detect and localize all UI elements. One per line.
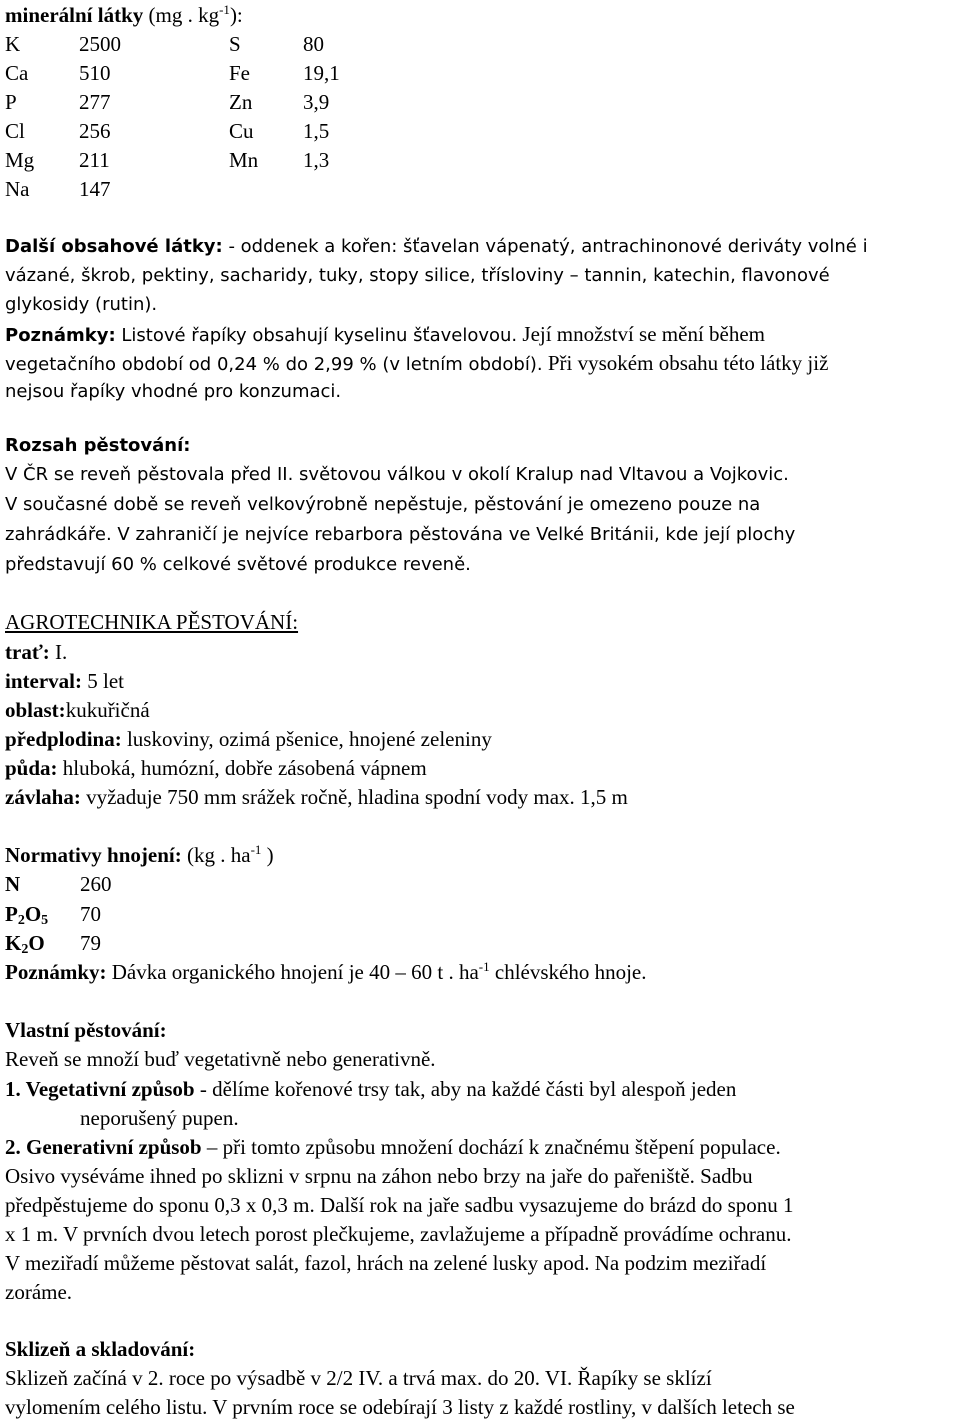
own-veg [5,1076,736,1104]
notes1-text: Listové řapíky obsahují kyselinu šťavelovou. [115,325,518,346]
mineral-el: K [5,32,21,56]
agro-predplodina-label: předplodina: [5,727,122,751]
mineral-val: 19,1 [303,61,340,85]
range-line-2: V současné době se reveň velkovýrobně nepěstuje, pěstování je omezeno pouze na [5,494,761,515]
minerals-heading-post: ): [229,3,243,27]
other-line-1 [5,234,868,262]
agro-zavlaha-value: vyžaduje 750 mm srážek ročně, hladina spodní vody max. 1,5 m [80,785,628,809]
fert-p-element: P [5,902,18,926]
own-p5: zoráme. [5,1280,73,1304]
notes1-text: Při vysokém obsahu této látky již [542,351,829,375]
fert-p-sub: 5 [41,913,49,928]
fert-note-post: chlévského hnoje. [489,960,647,984]
fert-note-sup: -1 [478,959,490,974]
fert-p-value: 70 [80,902,101,926]
mineral-val: 2500 [79,32,121,56]
agro-oblast-value: kukuřičná [65,698,150,722]
agro-oblast [5,697,150,725]
mineral-el: P [5,90,17,114]
own-veg-text: - dělíme kořenové trsy tak, aby na každé části byl alespoň jeden [194,1077,737,1101]
mineral-el: Mg [5,148,35,172]
own-veg-label: 1. Vegetativní způsob [5,1077,195,1101]
mineral-val: 1,3 [303,148,330,172]
harvest-line-2: vylomením celého listu. V prvním roce se odebírají 3 listy z každé rostliny, v dalších letech se [5,1395,795,1419]
agro-interval-value: 5 let [81,669,124,693]
fert-heading [5,842,274,870]
mineral-val: 510 [79,61,111,85]
agro-trat [5,639,67,667]
range-line-3: zahrádkáře. V zahraničí je nejvíce rebarbora pěstována ve Velké Británii, kde její plochy [5,524,796,545]
mineral-el: S [229,32,241,56]
other-label: Další obsahové látky: [5,236,223,257]
mineral-val: 256 [79,119,111,143]
fert-n-label: N [5,872,21,896]
fert-note-text: Dávka organického hnojení je 40 – 60 t . ha [106,960,479,984]
notes1-text: vegetačního období od 0,24 % do 2,99 % (v letním období). [5,354,543,375]
harvest-label: Sklizeň a skladování: [5,1337,196,1361]
agro-puda-label: půda: [5,756,58,780]
fert-k-value: 79 [80,931,101,955]
fert-unit-post: ) [261,843,274,867]
agro-oblast-label: oblast: [5,698,66,722]
harvest-line-1: Sklizeň začíná v 2. roce po výsadbě v 2/2 IV. a trvá max. do 20. VI. Řapíky se sklízí [5,1366,712,1390]
other-text: - oddenek a kořen: šťavelan vápenatý, antrachinonové deriváty volné i [222,236,868,257]
minerals-heading-sup: -1 [219,2,230,17]
range-label: Rozsah pěstování: [5,435,191,456]
minerals-heading-label: minerální látky [5,3,144,27]
fert-label: Normativy hnojení: [5,843,182,867]
notes1-line-1 [5,321,765,349]
agro-zavlaha [5,784,628,812]
mineral-val: 80 [303,32,324,56]
other-line-2: vázané, škrob, pektiny, sacharidy, tuky, stopy silice, třísloviny – tannin, katechin, flavonové [5,265,830,286]
minerals-heading-unit: (mg . kg [148,3,220,27]
agro-predplodina-value: luskoviny, ozimá pšenice, hnojené zeleniny [121,727,492,751]
own-p2: předpěstujeme do sponu 0,3 x 0,3 m. Další rok na jaře sadbu vysazujeme do brázd do sponu 1 [5,1193,794,1217]
fert-k-sub: 2 [21,942,29,957]
mineral-el: Ca [5,61,29,85]
agro-title: AGROTECHNIKA PĚSTOVÁNÍ: [5,610,299,634]
fert-k-label [5,930,45,958]
mineral-val: 147 [79,177,111,201]
own-gen [5,1134,781,1162]
fert-note-label: Poznámky: [5,960,107,984]
fert-n-value: 260 [80,872,112,896]
mineral-val: 211 [79,148,110,172]
own-label: Vlastní pěstování: [5,1018,167,1042]
notes1-line-3: nejsou řapíky vhodné pro konzumaci. [5,381,342,402]
own-gen-text: – při tomto způsobu množení dochází k značnému štěpení populace. [201,1135,781,1159]
agro-puda [5,755,427,783]
fert-p-element: O [24,902,42,926]
mineral-el: Zn [229,90,253,114]
mineral-el: Na [5,177,30,201]
agro-predplodina [5,726,492,754]
range-line-1: V ČR se reveň pěstovala před II. světovou válkou v okolí Kralup nad Vltavou a Vojkovic. [5,464,789,485]
mineral-val: 1,5 [303,119,330,143]
mineral-val: 3,9 [303,90,330,114]
notes1-label: Poznámky: [5,325,116,346]
range-line-4: představují 60 % celkové světové produkce reveně. [5,554,471,575]
mineral-val: 277 [79,90,111,114]
fert-k-element: K [5,931,22,955]
fert-p-label [5,901,48,929]
fert-k-element: O [28,931,45,955]
fert-unit-sup: -1 [250,842,262,857]
own-gen-label: 2. Generativní způsob [5,1135,202,1159]
own-p3: x 1 m. V prvních dvou letech porost plečkujeme, zavlažujeme a případně provádíme ochranu. [5,1222,792,1246]
own-p1: Osivo vyséváme ihned po sklizni v srpnu na záhon nebo brzy na jaře do pařeniště. Sadbu [5,1164,753,1188]
agro-zavlaha-label: závlaha: [5,785,81,809]
notes1-line-2 [5,350,828,378]
own-p4: V meziřadí můžeme pěstovat salát, fazol, hrách na zelené lusky apod. Na podzim meziřadí [5,1251,767,1275]
own-intro: Reveň se množí buď vegetativně nebo generativně. [5,1047,436,1071]
mineral-el: Mn [229,148,259,172]
agro-interval-label: interval: [5,669,82,693]
other-line-3: glykosidy (rutin). [5,294,158,315]
agro-trat-label: trať: [5,640,50,664]
fert-unit: (kg . ha [181,843,251,867]
mineral-el: Fe [229,61,250,85]
fert-note [5,959,647,987]
own-veg-2: neporušený pupen. [80,1106,239,1130]
agro-puda-value: hluboká, humózní, dobře zásobená vápnem [57,756,427,780]
agro-interval [5,668,124,696]
notes1-text: Její množství se mění během [517,322,766,346]
mineral-el: Cu [229,119,254,143]
minerals-heading [5,2,243,30]
fert-p-sub: 2 [17,913,25,928]
mineral-el: Cl [5,119,25,143]
agro-trat-value: I. [49,640,68,664]
